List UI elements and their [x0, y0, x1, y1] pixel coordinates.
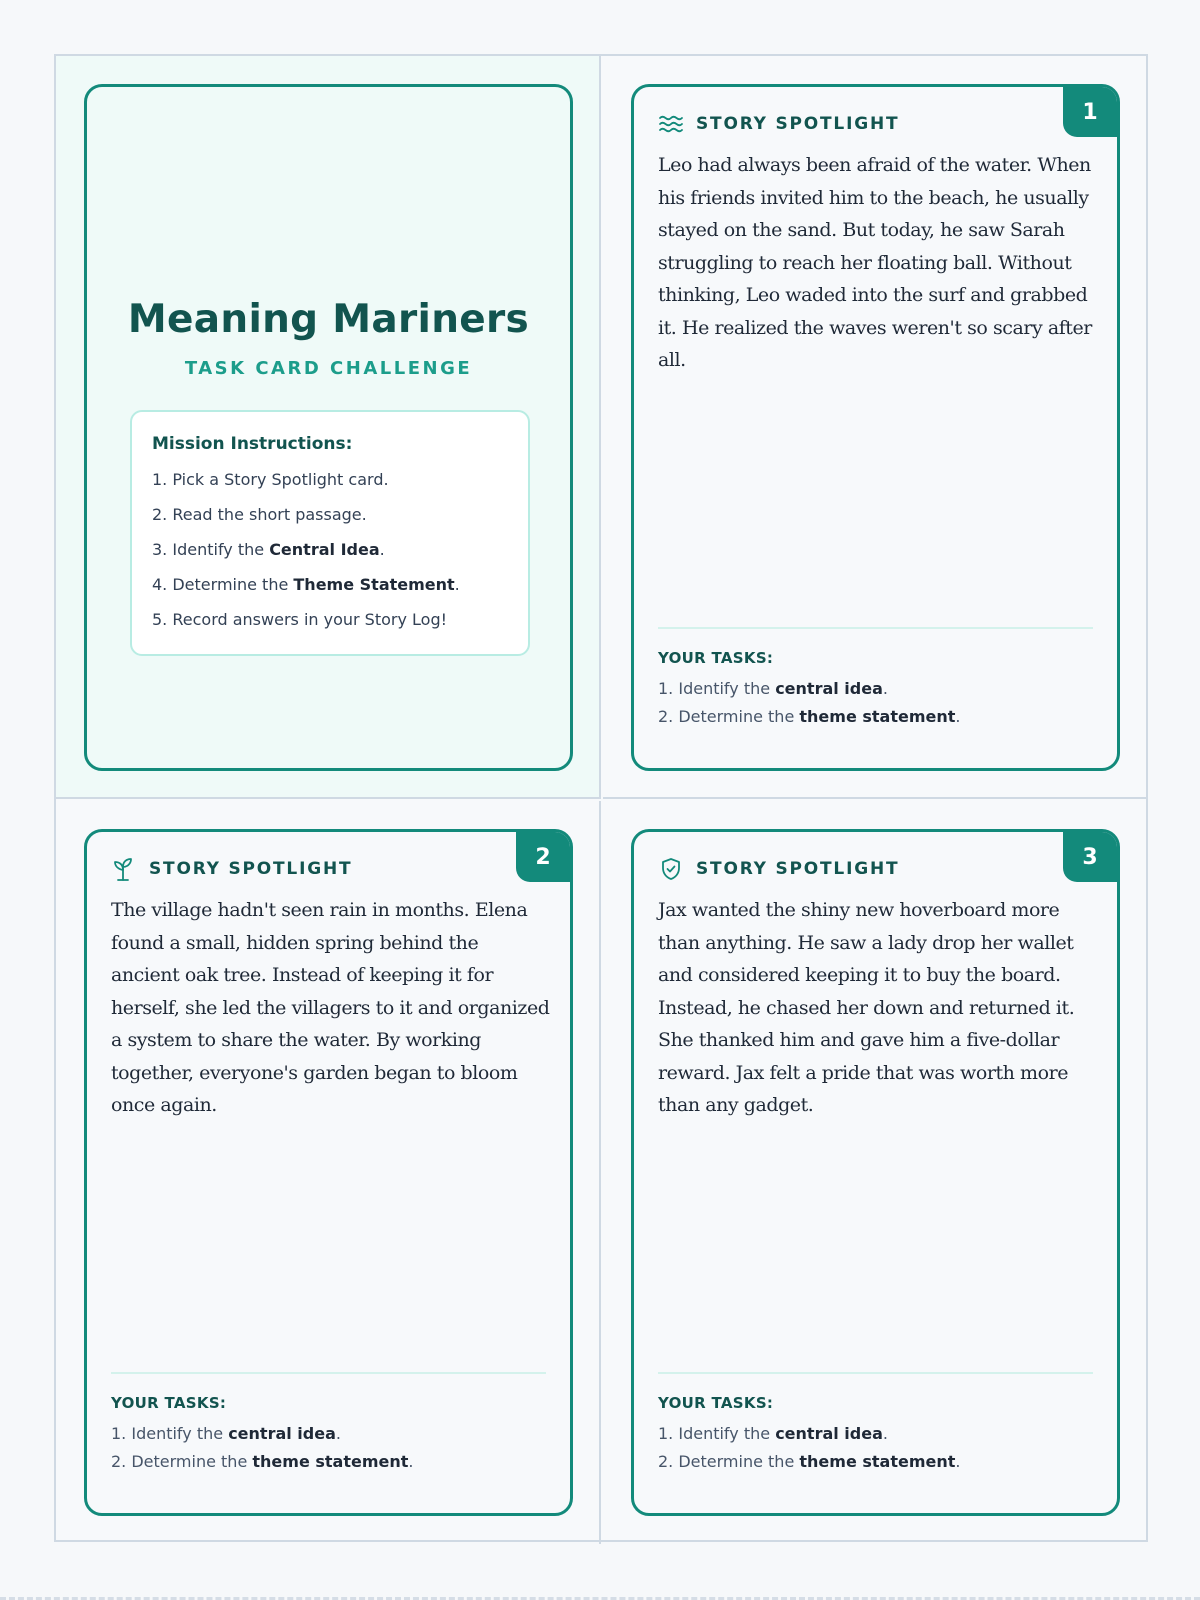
instruction-step: 2. Read the short passage. [152, 505, 367, 524]
instructions-box [130, 410, 530, 656]
task-card-sheet [54, 54, 1148, 1542]
story-card-2 [84, 829, 573, 1516]
tasks-section [658, 1372, 1093, 1479]
story-card-3 [631, 829, 1120, 1516]
card-label: STORY SPOTLIGHT [696, 114, 900, 134]
page-title: Meaning Mariners [127, 297, 530, 342]
title-cell [56, 56, 601, 799]
instruction-step: 1. Pick a Story Spotlight card. [152, 470, 389, 489]
story-cell-1 [603, 56, 1148, 799]
story-passage: Jax wanted the shiny new hoverboard more than anything. He saw a lady drop her wallet and considered keeping it to buy the board. Instead, he chased her down and returned it. She thanked him and gave him a five-dollar reward. Jax felt a pride that was worth more than any gadget. [658, 899, 1075, 1116]
tasks-section [111, 1372, 546, 1479]
story-cell-2 [56, 801, 601, 1544]
tasks-section [658, 627, 1093, 734]
task-item: 1. Identify the central idea. [658, 1424, 888, 1443]
card-number-badge: 1 [1063, 87, 1117, 137]
tasks-heading: YOUR TASKS: [658, 1394, 774, 1412]
card-number-badge: 3 [1063, 832, 1117, 882]
card-label: STORY SPOTLIGHT [149, 859, 353, 879]
sprout-icon [111, 856, 137, 882]
task-item: 2. Determine the theme statement. [658, 1452, 961, 1471]
card-number-badge: 2 [516, 832, 570, 882]
page-subtitle: TASK CARD CHALLENGE [184, 358, 473, 379]
card-label: STORY SPOTLIGHT [696, 859, 900, 879]
task-item: 2. Determine the theme statement. [658, 707, 961, 726]
instruction-step: 3. Identify the Central Idea. [152, 540, 385, 559]
story-card-1 [631, 84, 1120, 771]
tasks-heading: YOUR TASKS: [658, 649, 774, 667]
task-item: 1. Identify the central idea. [658, 679, 888, 698]
waves-icon [658, 111, 684, 137]
story-cell-3 [603, 801, 1148, 1544]
task-item: 2. Determine the theme statement. [111, 1452, 414, 1471]
tasks-heading: YOUR TASKS: [111, 1394, 227, 1412]
instruction-step: 5. Record answers in your Story Log! [152, 610, 448, 629]
story-passage: The village hadn't seen rain in months. Elena found a small, hidden spring behind the ancient oak tree. Instead of keeping it for herself, she led the villagers to it and organized a system to share the water. By working together, everyone's garden began to bloom once again. [111, 899, 550, 1116]
story-passage: Leo had always been afraid of the water. When his friends invited him to the beach, he usually stayed on the sand. But today, he saw Sarah struggling to reach her floating ball. Without thinking, Leo waded into the surf and grabbed it. He realized the waves weren't so scary after all. [658, 154, 1092, 371]
instruction-step: 4. Determine the Theme Statement. [152, 575, 460, 594]
instructions-heading: Mission Instructions: [152, 434, 353, 454]
title-card [84, 84, 573, 771]
task-item: 1. Identify the central idea. [111, 1424, 341, 1443]
shield-check-icon [658, 856, 684, 882]
